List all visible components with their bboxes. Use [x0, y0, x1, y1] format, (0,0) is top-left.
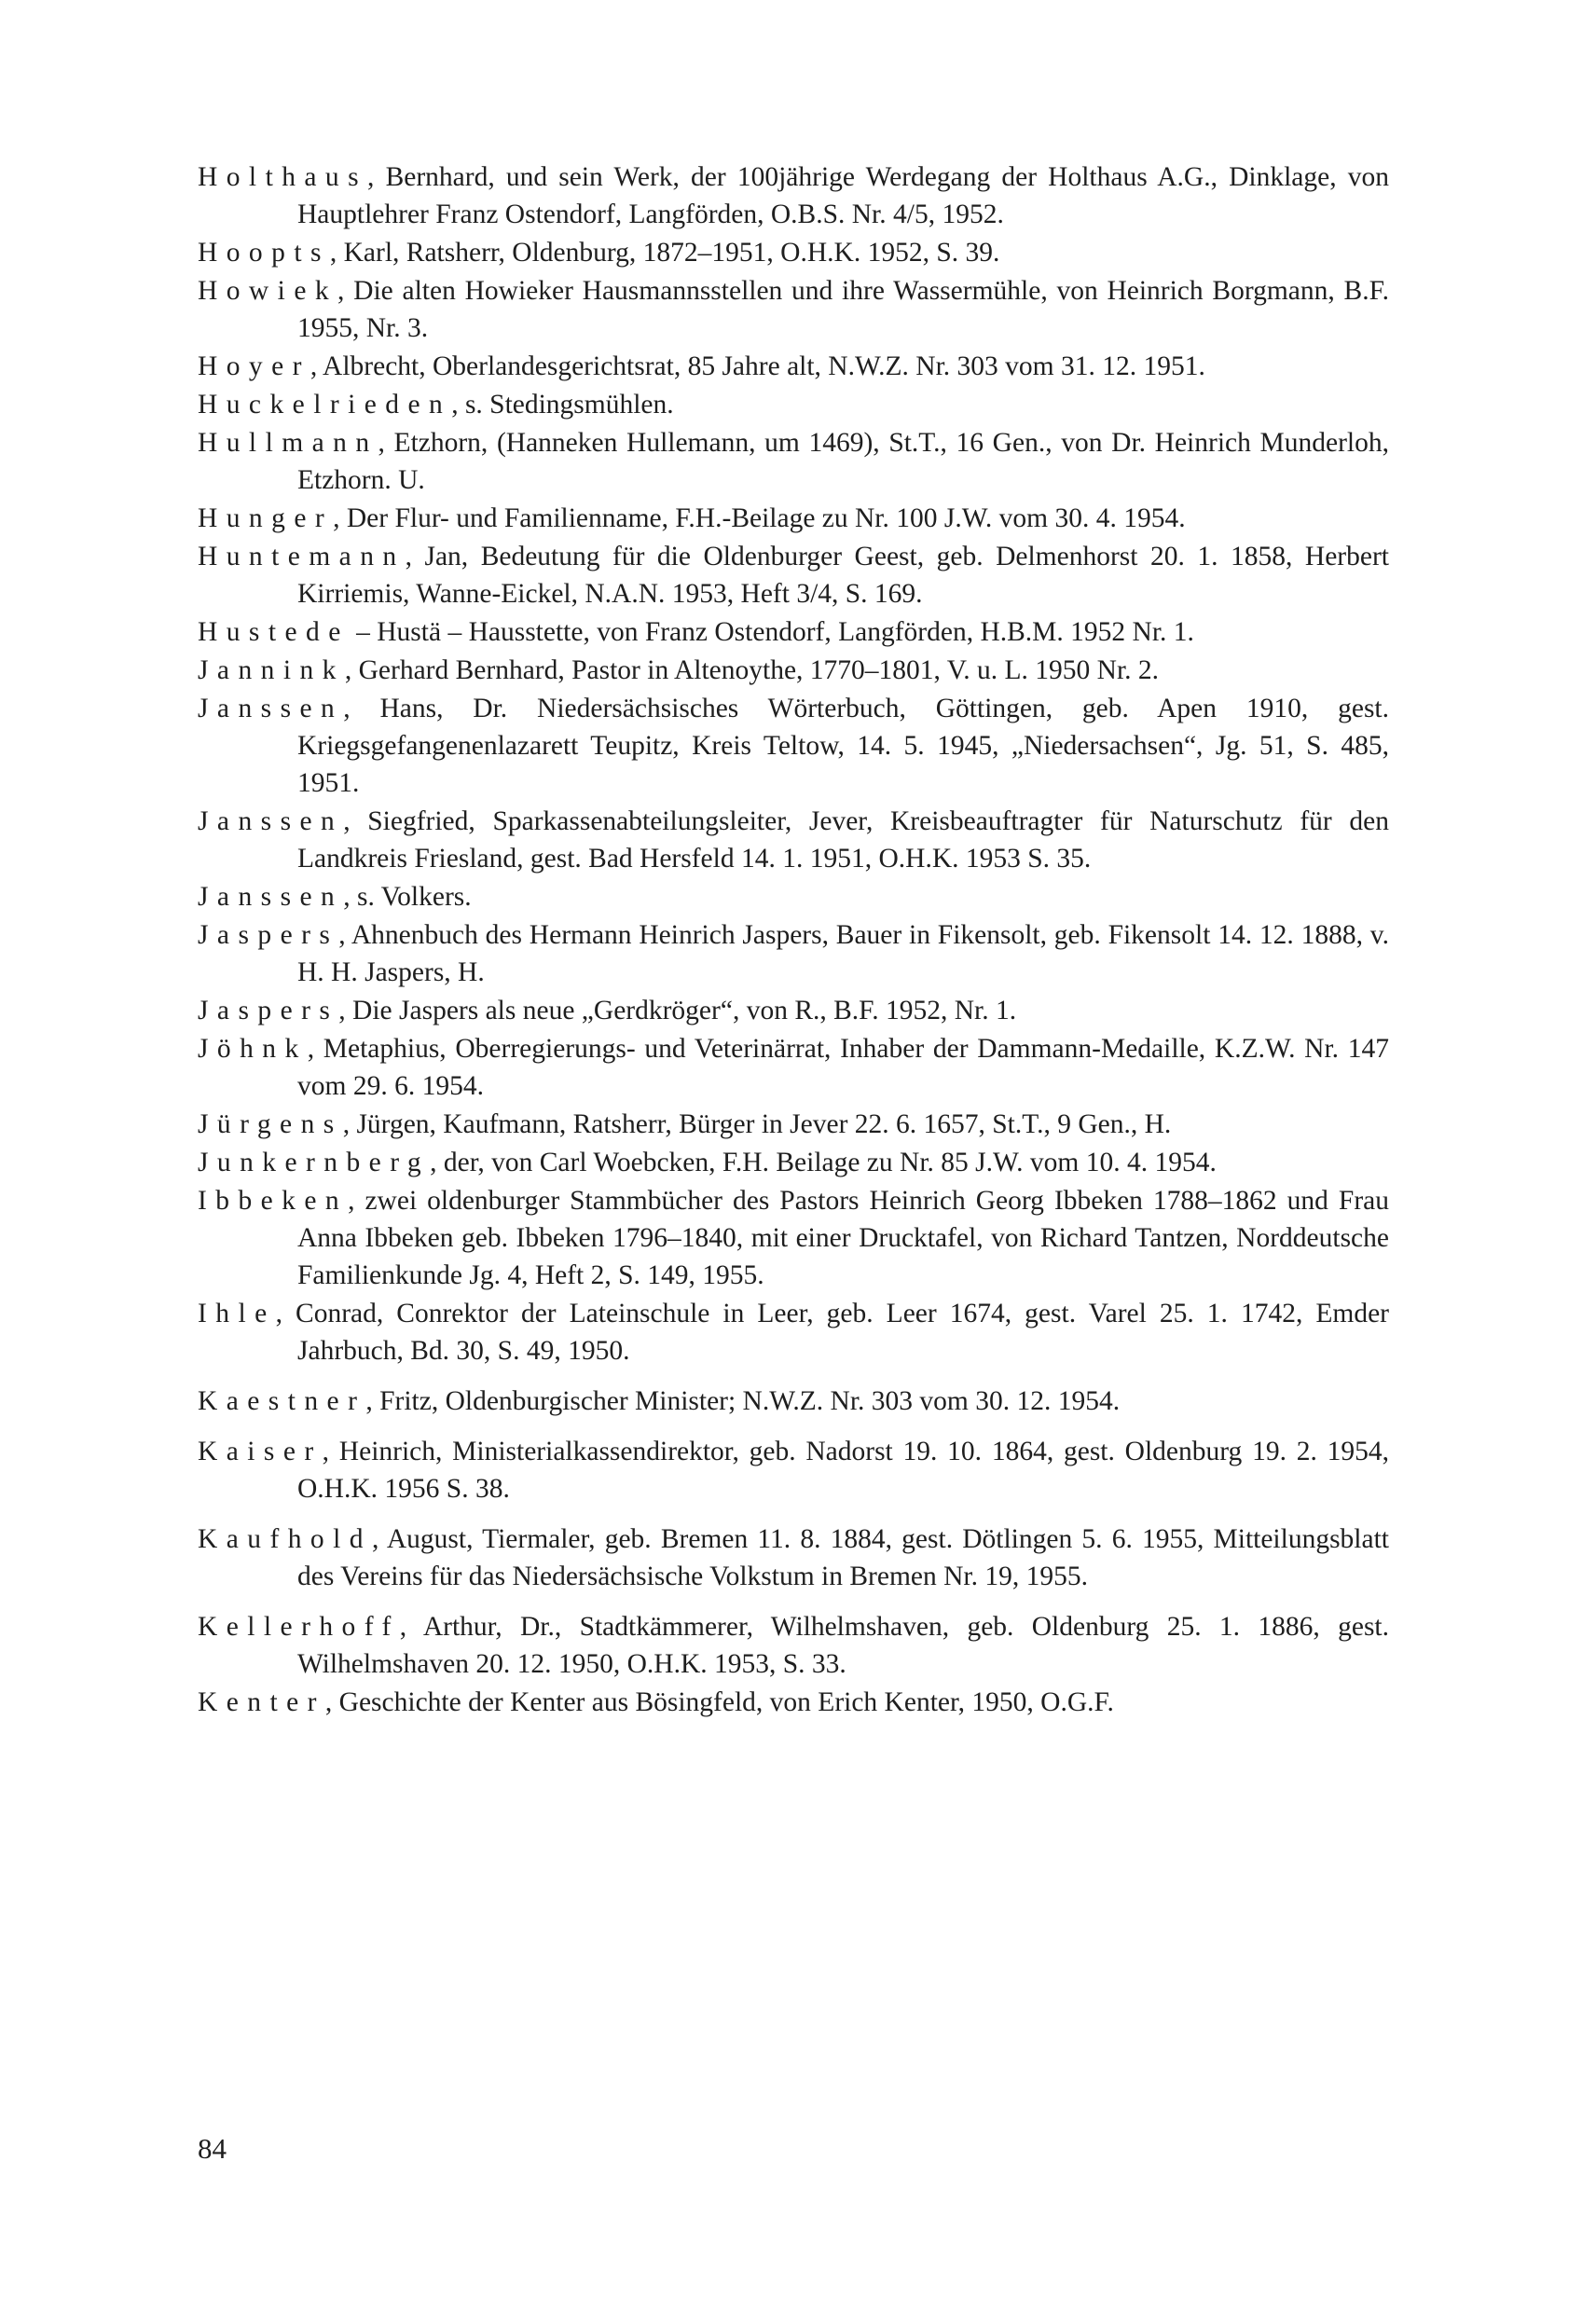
entry-text: , zwei oldenburger Stammbücher des Pastors Heinrich Georg Ibbeken 1788–1862 und Frau Anna Ibbeken geb. Ibbeken 1796–1840, mit einer Drucktafel, von Richard Tantzen, Norddeutsche Familienkunde Jg. 4, Heft 2, S. 149, 1955. — [297, 1186, 1389, 1290]
entry-keyword: Jaspers — [198, 920, 339, 950]
entry-keyword: Jöhnk — [198, 1034, 308, 1064]
page-number: 84 — [198, 2132, 227, 2165]
entry-keyword: Jaspers — [198, 996, 339, 1025]
index-entry — [198, 1608, 1389, 1683]
entry-text: , Bernhard, und sein Werk, der 100jährige Werdegang der Holthaus A.G., Dinklage, von Hauptlehrer Franz Ostendorf, Langförden, O.B.S. Nr. 4/5, 1952. — [297, 162, 1389, 229]
index-entry — [198, 1521, 1389, 1595]
entry-text: , Der Flur- und Familienname, F.H.-Beilage zu Nr. 100 J.W. vom 30. 4. 1954. — [333, 503, 1186, 533]
entry-text: , Metaphius, Oberregierungs- und Veterinärrat, Inhaber der Dammann-Medaille, K.Z.W. Nr. 147 vom 29. 6. 1954. — [297, 1034, 1389, 1101]
entry-text: , Arthur, Dr., Stadtkämmerer, Wilhelmshaven, geb. Oldenburg 25. 1. 1886, gest. Wilhelmshaven 20. 12. 1950, O.H.K. 1953, S. 33. — [297, 1612, 1389, 1679]
entry-keyword: Kaestner — [198, 1386, 366, 1416]
entry-keyword: Janssen — [198, 882, 344, 912]
index-entry — [198, 424, 1389, 499]
entry-keyword: Kenter — [198, 1687, 325, 1717]
index-entry — [198, 652, 1389, 689]
entry-keyword: Huckelrieden — [198, 390, 452, 420]
entry-keyword: Hullmann — [198, 428, 378, 458]
index-entry — [198, 690, 1389, 802]
entry-keyword: Junkernberg — [198, 1148, 431, 1177]
entry-text: , August, Tiermaler, geb. Bremen 11. 8. 1884, gest. Dötlingen 5. 6. 1955, Mitteilungsblatt des Vereins für das Niedersächsische Volkstum in Bremen Nr. 19, 1955. — [297, 1524, 1389, 1591]
entry-text: , Etzhorn, (Hanneken Hullemann, um 1469), St.T., 16 Gen., von Dr. Heinrich Munderloh, Etzhorn. U. — [297, 428, 1389, 495]
entry-keyword: Ibbeken — [198, 1186, 349, 1216]
index-entry — [198, 1182, 1389, 1294]
index-entry — [198, 916, 1389, 991]
index-entry — [198, 234, 1389, 271]
entry-keyword: Hoopts — [198, 238, 330, 268]
index-entry — [198, 803, 1389, 877]
entry-text: , der, von Carl Woebcken, F.H. Beilage zu Nr. 85 J.W. vom 10. 4. 1954. — [430, 1148, 1217, 1177]
entry-keyword: Kaiser — [198, 1437, 323, 1466]
entry-keyword: Hoyer — [198, 351, 310, 381]
entry-text: , Karl, Ratsherr, Oldenburg, 1872–1951, O.H.K. 1952, S. 39. — [329, 238, 1000, 268]
index-entries — [198, 158, 1389, 1722]
index-entry — [198, 1144, 1389, 1181]
entry-text: , Gerhard Bernhard, Pastor in Altenoythe, 1770–1801, V. u. L. 1950 Nr. 2. — [344, 655, 1160, 685]
entry-keyword: Kaufhold — [198, 1524, 372, 1554]
entry-text: – Hustä – Hausstette, von Franz Ostendorf, Langförden, H.B.M. 1952 Nr. 1. — [349, 617, 1194, 647]
index-entry — [198, 272, 1389, 347]
entry-text: , Die alten Howieker Hausmannsstellen und ihre Wassermühle, von Heinrich Borgmann, B.F. 1955, Nr. 3. — [297, 276, 1389, 343]
index-entry — [198, 1433, 1389, 1507]
index-entry — [198, 538, 1389, 612]
index-entry — [198, 348, 1389, 385]
entry-keyword: Holthaus — [198, 162, 368, 192]
entry-keyword: Ihle — [198, 1299, 276, 1328]
index-entry — [198, 386, 1389, 423]
entry-text: , Hans, Dr. Niedersächsisches Wörterbuch, Göttingen, geb. Apen 1910, gest. Kriegsgefangenenlazarett Teupitz, Kreis Teltow, 14. 5. 1945, „Niedersachsen“, Jg. 51, S. 485, 1951. — [297, 694, 1389, 798]
entry-text: , Ahnenbuch des Hermann Heinrich Jaspers, Bauer in Fikensolt, geb. Fikensolt 14. 12. 1888, v. H. H. Jaspers, H. — [297, 920, 1389, 987]
index-entry — [198, 1106, 1389, 1143]
entry-text: , Albrecht, Oberlandesgerichtsrat, 85 Jahre alt, N.W.Z. Nr. 303 vom 31. 12. 1951. — [310, 351, 1205, 381]
index-entry — [198, 613, 1389, 651]
index-entry — [198, 1295, 1389, 1369]
entry-keyword: Janssen — [198, 806, 344, 836]
entry-keyword: Janssen — [198, 694, 344, 723]
index-entry — [198, 500, 1389, 537]
entry-keyword: Jannink — [198, 655, 345, 685]
entry-keyword: Hunger — [198, 503, 334, 533]
index-entry — [198, 1684, 1389, 1721]
entry-keyword: Kellerhoff — [198, 1612, 400, 1642]
entry-text: , Conrad, Conrektor der Lateinschule in Leer, geb. Leer 1674, gest. Varel 25. 1. 1742, Emder Jahrbuch, Bd. 30, S. 49, 1950. — [275, 1299, 1389, 1366]
entry-keyword: Howiek — [198, 276, 338, 306]
entry-text: , Jan, Bedeutung für die Oldenburger Geest, geb. Delmenhorst 20. 1. 1858, Herbert Kirriemis, Wanne-Eickel, N.A.N. 1953, Heft 3/4, S. 169. — [297, 542, 1389, 609]
entry-text: , Siegfried, Sparkassenabteilungsleiter, Jever, Kreisbeauftragter für Naturschutz für den Landkreis Friesland, gest. Bad Hersfeld 14. 1. 1951, O.H.K. 1953 S. 35. — [297, 806, 1389, 874]
entry-text: , Geschichte der Kenter aus Bösingfeld, von Erich Kenter, 1950, O.G.F. — [324, 1687, 1114, 1717]
entry-text: , Heinrich, Ministerialkassendirektor, geb. Nadorst 19. 10. 1864, gest. Oldenburg 19. 2. 1954, O.H.K. 1956 S. 38. — [297, 1437, 1389, 1504]
index-entry — [198, 1030, 1389, 1105]
entry-keyword: Hustede — [198, 617, 350, 647]
entry-text: , s. Volkers. — [343, 882, 472, 912]
entry-text: , Die Jaspers als neue „Gerdkröger“, von R., B.F. 1952, Nr. 1. — [338, 996, 1017, 1025]
index-entry — [198, 992, 1389, 1029]
entry-text: , Fritz, Oldenburgischer Minister; N.W.Z. Nr. 303 vom 30. 12. 1954. — [365, 1386, 1121, 1416]
entry-text: , s. Stedingsmühlen. — [451, 390, 674, 420]
index-entry — [198, 1383, 1389, 1420]
entry-keyword: Huntemann — [198, 542, 406, 571]
index-entry — [198, 158, 1389, 233]
index-entry — [198, 878, 1389, 915]
entry-keyword: Jürgens — [198, 1109, 343, 1139]
entry-text: , Jürgen, Kaufmann, Ratsherr, Bürger in Jever 22. 6. 1657, St.T., 9 Gen., H. — [342, 1109, 1172, 1139]
